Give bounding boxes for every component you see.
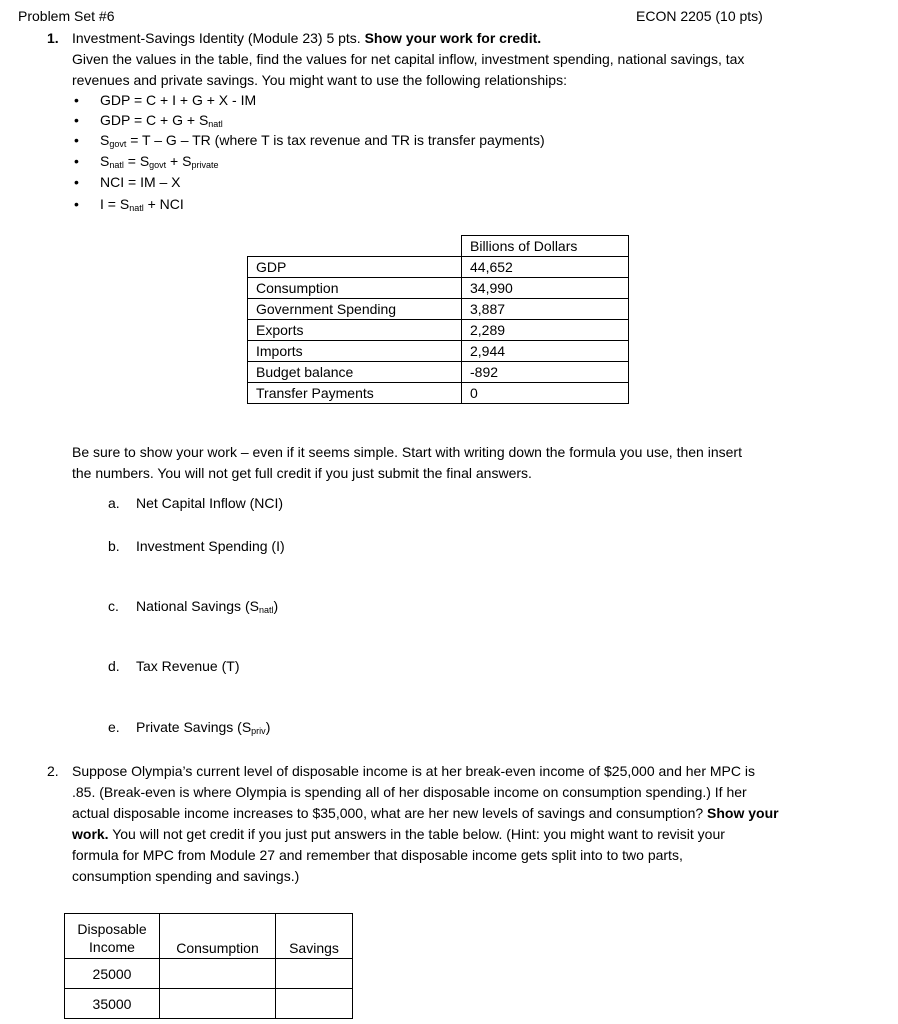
table-row: 25000 <box>65 959 353 989</box>
bullet-icon: • <box>74 196 79 212</box>
part-c-national-savings: National Savings $(S_{natl})$ <box>136 598 279 615</box>
q1-intro-line: Given the values in the table, find the values for net capital inflow, investment spending, national savings, tax <box>72 51 745 67</box>
table-row: Consumption 34,990 <box>248 278 629 299</box>
header-disposable-income: Disposable Income <box>65 914 160 959</box>
part-e-label: e. <box>108 719 120 735</box>
bullet-icon: • <box>74 112 79 128</box>
part-e-private-savings: Private Savings $(S_{priv})$ <box>136 719 271 736</box>
formula-sgovt: $S_{govt} = T - G$ – TR (where T is tax revenue and TR is transfer payments) <box>100 132 545 149</box>
q1-title-bold: Show your work for credit. <box>364 30 542 46</box>
q1-title <box>72 29 541 47</box>
data-table <box>247 235 629 404</box>
table-row: Transfer Payments 0 <box>248 383 629 404</box>
instructions-line: the numbers. You will not get full credit if you just submit the final answers. <box>72 465 532 481</box>
header-left: Problem Set #6 <box>18 8 115 24</box>
savings-cell[interactable] <box>276 959 353 989</box>
table-row: Exports 2,289 <box>248 320 629 341</box>
q2-line: consumption spending and savings.) <box>72 868 300 884</box>
q1-title-text: Investment-Savings Identity (Module 23) 5 pts. <box>72 30 365 46</box>
formula-snatl: $S_{natl} = S_{govt} + S_{private}$ <box>100 153 219 170</box>
table-row: 35000 <box>65 989 353 1019</box>
formula-nci: NCI = IM – X <box>100 174 181 190</box>
formula-investment: $I = S_{natl}$ + NCI <box>100 196 184 213</box>
part-a-label: a. <box>108 495 120 511</box>
table-row: Imports 2,944 <box>248 341 629 362</box>
table-header-row <box>248 236 629 257</box>
consumption-cell[interactable] <box>160 959 276 989</box>
part-c-label: c. <box>108 598 119 614</box>
table-row: Budget balance -892 <box>248 362 629 383</box>
bullet-icon: • <box>74 153 79 169</box>
table-row: GDP 44,652 <box>248 257 629 278</box>
q2-line: actual disposable income increases to $35,000, what are her new levels of savings and consumption? Show your <box>72 805 779 821</box>
q1-number: 1. <box>47 30 59 46</box>
q2-number: 2. <box>47 763 59 779</box>
part-a-nci: Net Capital Inflow (NCI) <box>136 495 284 511</box>
table-row: Government Spending 3,887 <box>248 299 629 320</box>
part-b-investment: Investment Spending (I) <box>136 538 285 554</box>
income-table-header <box>65 914 353 959</box>
part-d-label: d. <box>108 658 120 674</box>
header-consumption: Consumption <box>160 914 276 959</box>
part-b-label: b. <box>108 538 120 554</box>
part-d-tax-revenue: Tax Revenue (T) <box>136 658 240 674</box>
savings-cell[interactable] <box>276 989 353 1019</box>
q1-intro-line: revenues and private savings. You might want to use the following relationships: <box>72 72 567 88</box>
income-table <box>64 913 353 1019</box>
q2-line: work. You will not get credit if you just put answers in the table below. (Hint: you might want to revisit your <box>72 826 725 842</box>
bullet-icon: • <box>74 174 79 190</box>
q2-line: Suppose Olympia’s current level of disposable income is at her break-even income of $25,000 and her MPC is <box>72 763 755 779</box>
instructions-line: Be sure to show your work – even if it seems simple. Start with writing down the formula you use, then insert <box>72 444 742 460</box>
header-right: ECON 2205 (10 pts) <box>636 8 763 24</box>
consumption-cell[interactable] <box>160 989 276 1019</box>
header-savings: Savings <box>276 914 353 959</box>
table-header: Billions of Dollars <box>462 236 629 257</box>
formula-gdp-expenditure: GDP = C + I + G + X - IM <box>100 92 257 108</box>
bullet-icon: • <box>74 132 79 148</box>
q2-line: formula for MPC from Module 27 and remember that disposable income gets split into to two parts, <box>72 847 683 863</box>
bullet-icon: • <box>74 92 79 108</box>
q2-line: .85. (Break-even is where Olympia is spending all of her disposable income on consumption spending.) If her <box>72 784 747 800</box>
formula-gdp-savings: GDP = $C + G + S_{natl}$ <box>100 112 223 129</box>
